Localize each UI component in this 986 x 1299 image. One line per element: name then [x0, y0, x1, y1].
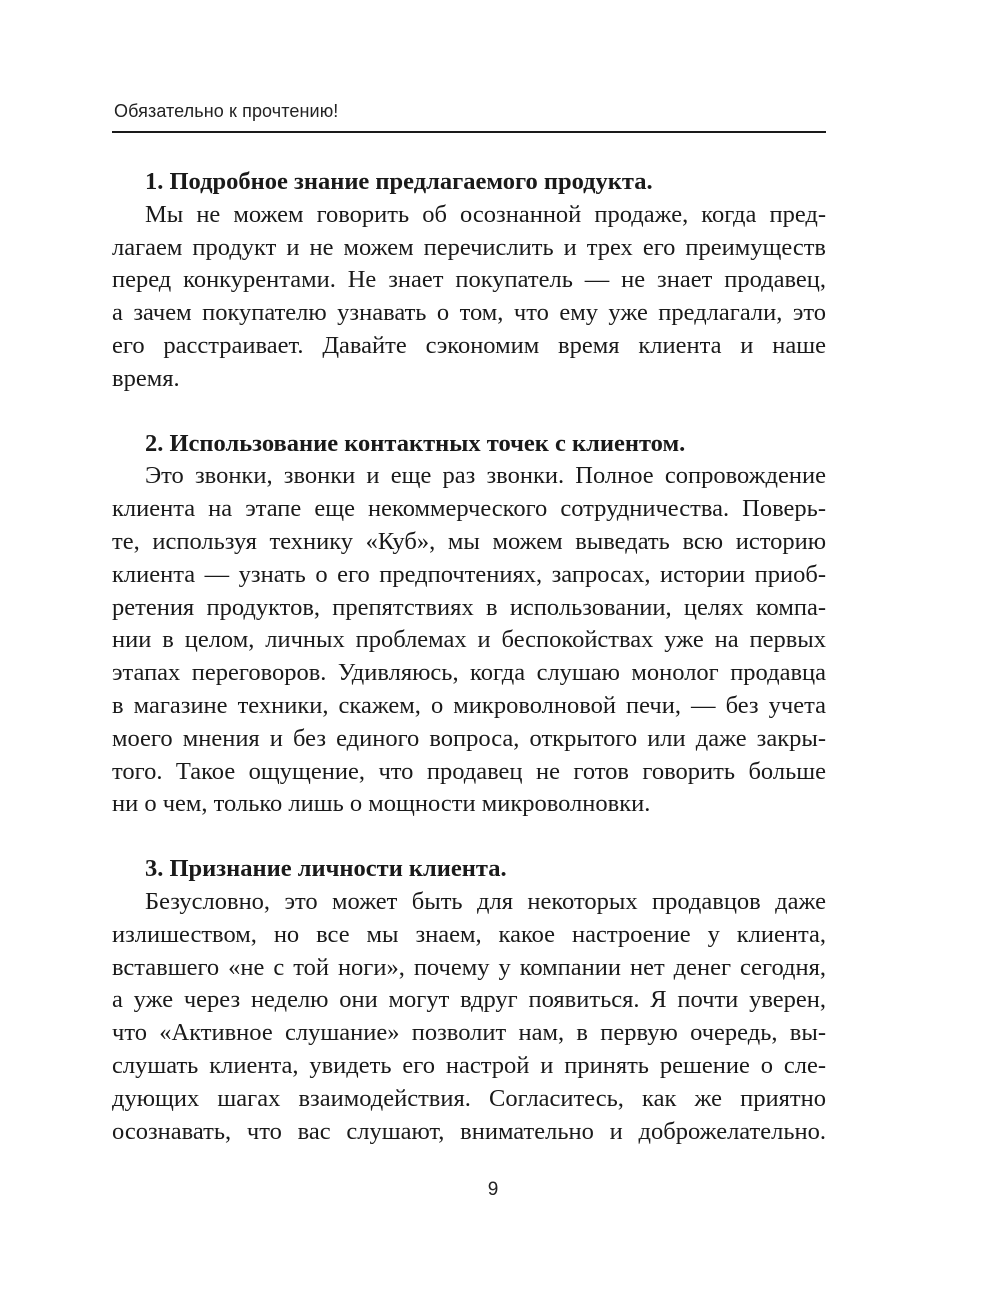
running-head: Обязательно к прочтению!	[114, 101, 339, 121]
paragraph-line: осознавать, что вас слушают, внимательно и доброжелательно.	[112, 1117, 826, 1145]
paragraph-line: моего мнения и без единого вопроса, открытого или даже закры-	[112, 724, 826, 752]
paragraph-line: дующих шагах взаимодействия. Согласитесь, как же приятно	[112, 1084, 826, 1112]
paragraph-line: этапах переговоров. Удивляюсь, когда слушаю монолог продавца	[112, 659, 826, 687]
paragraph-line: нии в целом, личных проблемах и беспокойствах уже на первых	[112, 626, 826, 654]
paragraph-line: клиента на этапе еще некоммерческого сотрудничества. Поверь-	[112, 495, 826, 523]
section-3	[112, 853, 826, 1148]
paragraph-line: ни о чем, только лишь о мощности микроволновки.	[112, 790, 651, 818]
section-paragraph	[112, 199, 826, 396]
paragraph-line: Мы не можем говорить об осознанной продаже, когда пред-	[145, 200, 826, 228]
section-title: 3. Признание личности клиента.	[145, 855, 507, 883]
paragraph-line: излишеством, но все мы знаем, какое настроение у клиента,	[112, 920, 826, 948]
paragraph-line: а уже через неделю они могут вдруг появиться. Я почти уверен,	[112, 986, 826, 1014]
paragraph-line: вставшего «не с той ноги», почему у компании нет денег сегодня,	[112, 953, 826, 981]
header-rule	[112, 131, 826, 133]
paragraph-line: клиента — узнать о его предпочтениях, запросах, истории приоб-	[112, 560, 826, 588]
page-body	[112, 166, 826, 1180]
paragraph-line: его расстраивает. Давайте сэкономим время клиента и наше	[112, 331, 826, 359]
paragraph-line: в магазине техники, скажем, о микроволновой печи, — без учета	[112, 691, 826, 719]
paragraph-line: лагаем продукт и не можем перечислить и трех его преимуществ	[112, 233, 826, 261]
paragraph-line: время.	[112, 364, 180, 392]
section-2	[112, 428, 826, 822]
paragraph-line: Безусловно, это может быть для некоторых продавцов даже	[145, 887, 826, 915]
page-number: 9	[487, 1179, 499, 1200]
paragraph-line: Это звонки, звонки и еще раз звонки. Полное сопровождение	[145, 462, 826, 490]
section-paragraph	[112, 460, 826, 821]
paragraph-line: а зачем покупателю узнавать о том, что ему уже предлагали, это	[112, 299, 826, 327]
section-title: 1. Подробное знание предлагаемого продукта.	[145, 168, 653, 195]
paragraph-line: ретения продуктов, препятствиях в использовании, целях компа-	[112, 593, 826, 621]
section-paragraph	[112, 886, 826, 1148]
paragraph-line: того. Такое ощущение, что продавец не готов говорить больше	[112, 757, 826, 785]
section-title: 2. Использование контактных точек с клиентом.	[145, 429, 686, 457]
paragraph-line: слушать клиента, увидеть его настрой и принять решение о сле-	[112, 1051, 826, 1079]
paragraph-line: что «Активное слушание» позволит нам, в первую очередь, вы-	[112, 1019, 826, 1047]
section-1	[112, 166, 826, 396]
paragraph-line: те, используя технику «Куб», мы можем выведать всю историю	[112, 527, 826, 555]
paragraph-line: перед конкурентами. Не знает покупатель — не знает продавец,	[112, 266, 826, 294]
